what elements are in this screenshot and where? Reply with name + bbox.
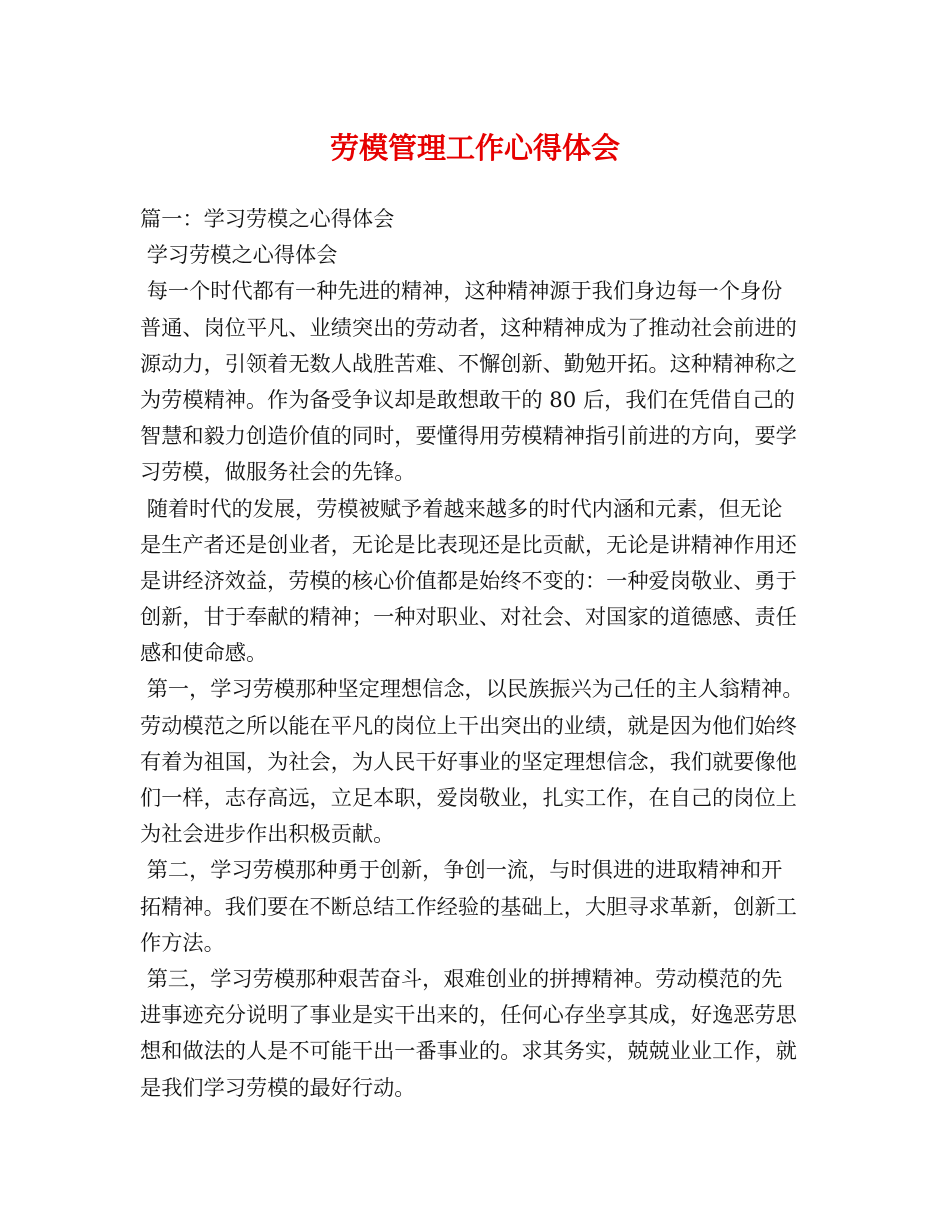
paragraph-line: 是我们学习劳模的最好行动。 (140, 1074, 416, 1100)
paragraph-line: 有着为祖国，为社会，为人民干好事业的坚定理想信念，我们就要像他 (140, 748, 797, 774)
paragraph-line: 习劳模，做服务社会的先锋。 (140, 459, 416, 485)
paragraph-line: 是讲经济效益，劳模的核心价值都是始终不变的：一种爱岗敬业、勇于 (140, 567, 797, 593)
paragraph-line: 篇一：学习劳模之心得体会 (140, 206, 395, 231)
paragraph-line: 们一样，志存高远，立足本职，爱岗敬业，扎实工作，在自己的岗位上 (140, 785, 797, 810)
paragraph-line: 学习劳模之心得体会 (140, 242, 338, 268)
paragraph-line: 普通、岗位平凡、业绩突出的劳动者，这种精神成为了推动社会前进的 (140, 314, 797, 340)
paragraph-line: 作方法。 (140, 929, 225, 955)
paragraph-line: 随着时代的发展，劳模被赋予着越来越多的时代内涵和元素，但无论 (140, 495, 783, 521)
paragraph-line: 创新，甘于奉献的精神；一种对职业、对社会、对国家的道德感、责任 (140, 604, 797, 630)
document-body (140, 201, 825, 1106)
paragraph-line: 为劳模精神。作为备受争议却是敢想敢干的 80 后，我们在凭借自己的 (140, 386, 795, 412)
paragraph-line: 每一个时代都有一种先进的精神，这种精神源于我们身边每一个身份 (140, 278, 783, 304)
paragraph-line: 进事迹充分说明了事业是实干出来的，任何心存坐享其成，好逸恶劳思 (140, 1002, 797, 1028)
paragraph-line: 第二，学习劳模那种勇于创新，争创一流，与时俱进的进取精神和开 (140, 857, 783, 883)
paragraph-line: 是生产者还是创业者，无论是比表现还是比贡献，无论是讲精神作用还 (140, 531, 797, 557)
paragraph-line: 拓精神。我们要在不断总结工作经验的基础上，大胆寻求革新，创新工 (140, 893, 797, 919)
document-title: 劳模管理工作心得体会 (329, 131, 620, 165)
paragraph-line: 感和使命感。 (140, 640, 268, 666)
paragraph-line: 劳动模范之所以能在平凡的岗位上干出突出的业绩，就是因为他们始终 (140, 712, 797, 738)
paragraph-line: 第一，学习劳模那种坚定理想信念，以民族振兴为己任的主人翁精神。 (140, 676, 804, 702)
paragraph-line: 为社会进步作出积极贡献。 (140, 821, 395, 847)
paragraph-line: 源动力，引领着无数人战胜苦难、不懈创新、勤勉开拓。这种精神称之 (140, 350, 797, 376)
paragraph-line: 智慧和毅力创造价值的同时，要懂得用劳模精神指引前进的方向，要学 (140, 423, 797, 449)
paragraph-line: 想和做法的人是不可能干出一番事业的。求其务实，兢兢业业工作，就 (140, 1038, 797, 1064)
paragraph-line: 第三，学习劳模那种艰苦奋斗，艰难创业的拼搏精神。劳动模范的先 (140, 965, 783, 991)
